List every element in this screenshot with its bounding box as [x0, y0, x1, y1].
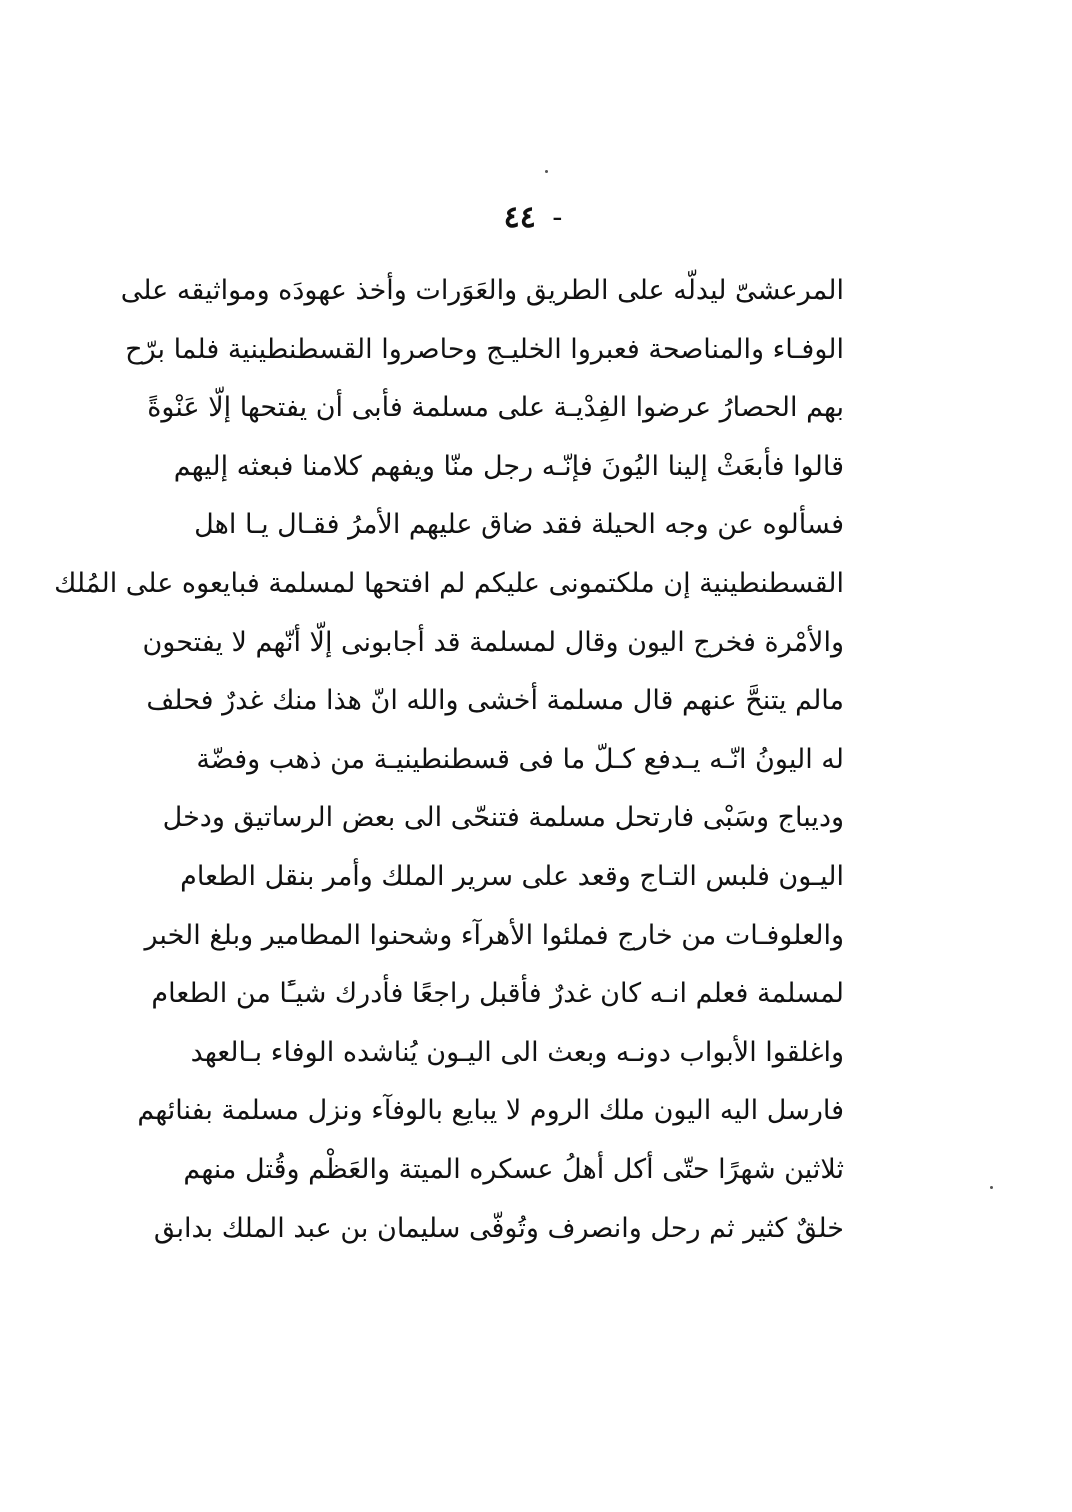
page-number-value: ٤٤ — [503, 200, 536, 235]
text-line: والعلوفـات من خارج فملئوا الأهرآء وشحنوا المطامير وبلغ الخبر — [144, 919, 844, 951]
text-line: قالوا فأبعَثْ إلينا اليُونَ فإنّـه رجل منّا ويفهم كلامنا فبعثه إليهم — [173, 450, 844, 482]
text-line: بهم الحصارُ عرضوا الفِدْيـة على مسلمة فأبى أن يفتحها إلّا عَنْوةً — [147, 392, 844, 424]
text-line: ثلاثين شهرًا حتّى أكل أهلُ عسكره الميتة والعَظْم وقُتل منهم — [183, 1153, 844, 1185]
page-number-dash: - — [552, 200, 563, 235]
text-line: مالم يتنحَّ عنهم قال مسلمة أخشى والله انّ هذا منك غدرٌ فحلف — [146, 685, 844, 717]
text-line: اليـون فلبس التـاج وقعد على سرير الملك وأمر بنقل الطعام — [180, 860, 844, 892]
text-line: القسطنطينية إن ملكتمونى عليكم لم افتحها لمسلمة فبايعوه على المُلك — [54, 567, 844, 599]
body-text — [54, 262, 844, 1258]
page-number — [0, 200, 1072, 235]
scan-speck — [545, 170, 548, 173]
text-line: فارسل اليه اليون ملك الروم لا يبايع بالوفآء ونزل مسلمة بفنائهم — [137, 1095, 844, 1127]
text-line: خلقٌ كثير ثم رحل وانصرف وتُوفّى سليمان بن عبد الملك بدابق — [153, 1212, 844, 1244]
text-line: له اليونُ انّـه يـدفع كـلّ ما فى قسطنطينيـة من ذهب وفضّة — [196, 743, 844, 775]
text-line: فسألوه عن وجه الحيلة فقد ضاق عليهم الأمرُ فقـال يـا اهل — [194, 509, 844, 541]
text-line: المرعشىّ ليدلّه على الطريق والعَوَرات وأخذ عهودَه ومواثيقه على — [120, 275, 844, 306]
text-line: وديباج وسَبْى فارتحل مسلمة فتنحّى الى بعض الرساتيق ودخل — [162, 802, 844, 834]
scan-speck — [990, 1186, 993, 1189]
text-line: واغلقوا الأبواب دونـه وبعث الى اليـون يُناشده الوفاء بـالعهد — [190, 1036, 844, 1068]
text-line: لمسلمة فعلم انـه كان غدرٌ فأقبل راجعًا فأدرك شيـًٔا من الطعام — [151, 978, 844, 1010]
text-line: الوفـاء والمناصحة فعبروا الخليـج وحاصروا القسطنطينية فلما برّح — [125, 333, 844, 365]
text-line: والأمْرة فخرج اليون وقال لمسلمة قد أجابونى إلّا أنّهم لا يفتحون — [142, 626, 844, 658]
